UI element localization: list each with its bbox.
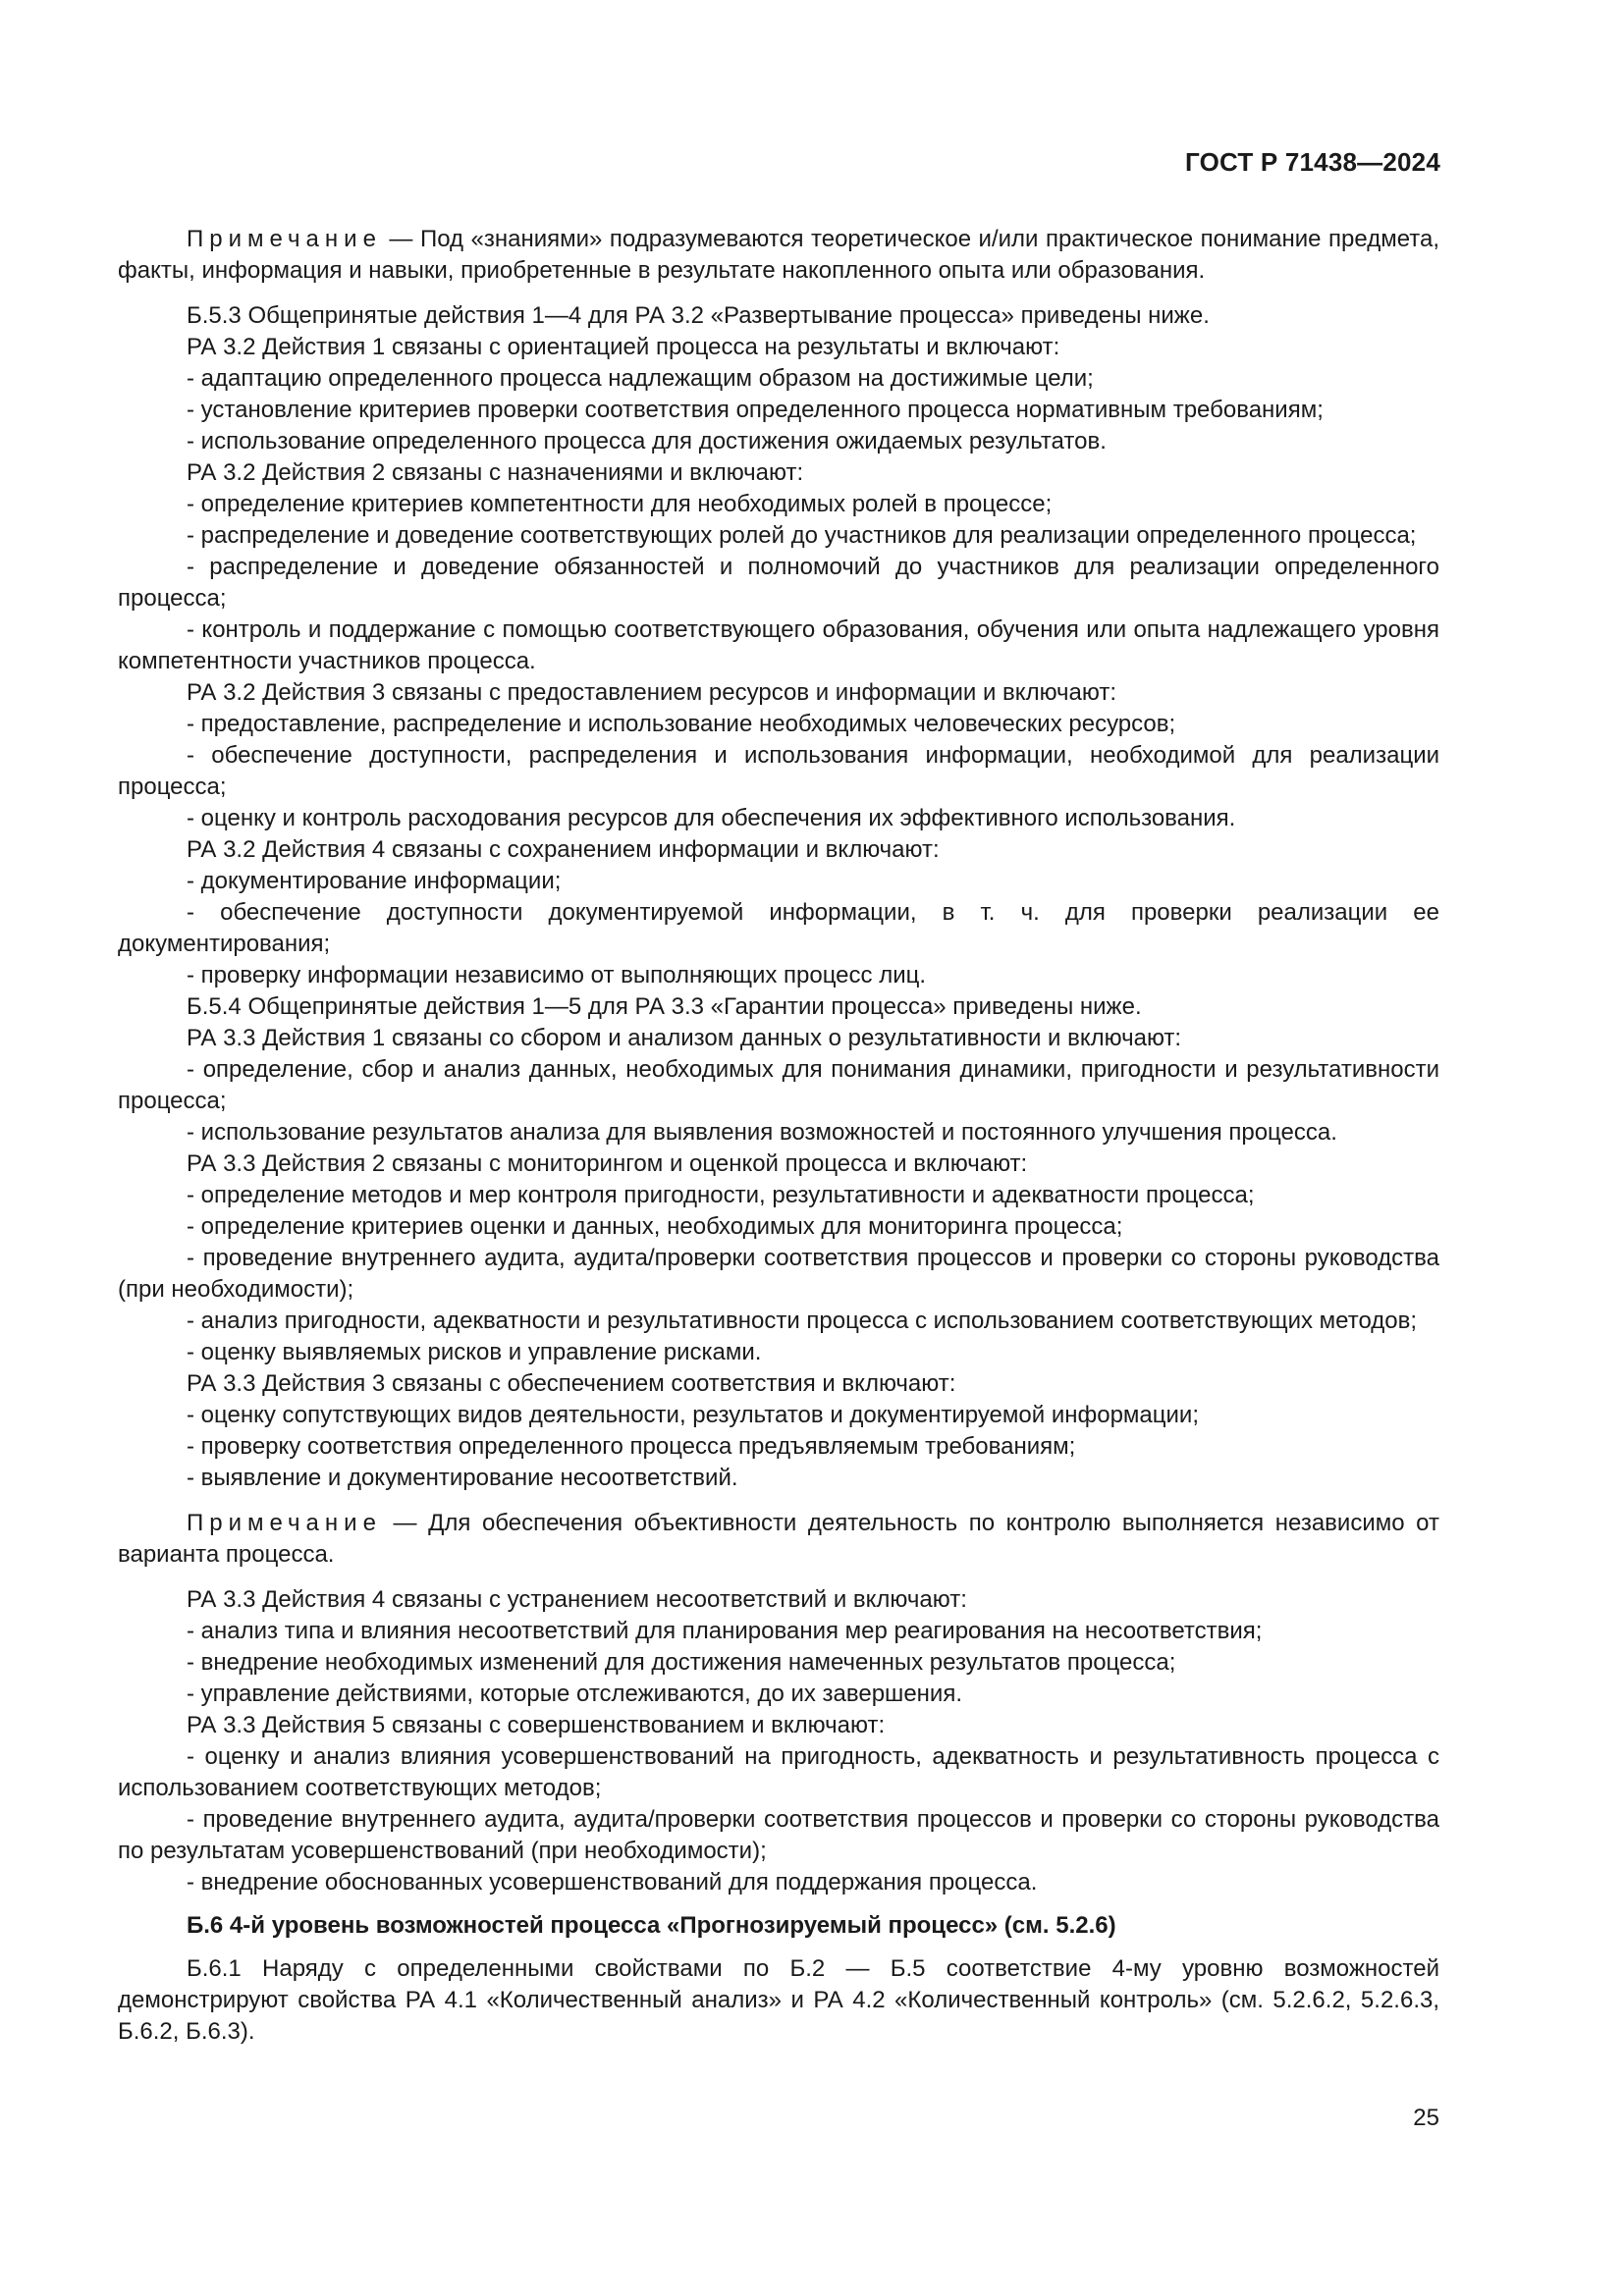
text-line: - обеспечение доступности, распределения и использования информации, необходимой для реализации процесса;: [118, 742, 1439, 800]
text-line: РА 3.3 Действия 3 связаны с обеспечением соответствия и включают:: [187, 1370, 956, 1397]
page-number: 25: [1413, 2105, 1439, 2131]
page-body: [118, 224, 1439, 2048]
text-line: Б.5.4 Общепринятые действия 1—5 для РА 3.3 «Гарантии процесса» приведены ниже.: [187, 993, 1142, 1020]
text-line: РА 3.2 Действия 2 связаны с назначениями и включают:: [187, 459, 804, 486]
text-line: - распределение и доведение обязанностей и полномочий до участников для реализации определенного процесса;: [118, 554, 1439, 612]
text-line: - оценку выявляемых рисков и управление рисками.: [187, 1339, 762, 1365]
text-line: Б.5.3 Общепринятые действия 1—4 для РА 3.2 «Развертывание процесса» приведены ниже.: [187, 302, 1210, 329]
note-text: — Для обеспечения объективности деятельность по контролю выполняется независимо от варианта процесса.: [118, 1510, 1439, 1568]
text-line: - адаптацию определенного процесса надлежащим образом на достижимые цели;: [187, 365, 1094, 392]
text-line: - установление критериев проверки соответствия определенного процесса нормативным требованиям;: [187, 397, 1324, 423]
text-line: - внедрение необходимых изменений для достижения намеченных результатов процесса;: [187, 1649, 1176, 1676]
note-label: Примечание: [187, 1510, 382, 1536]
final-paragraph: Б.6.1 Наряду с определенными свойствами по Б.2 — Б.5 соответствие 4-му уровню возможностей демонстрируют свойства РА 4.1 «Количественный анализ» и РА 4.2 «Количественный контроль» (см. 5.2.6.2, 5.2.6.3, Б.6.2, Б.6.3).: [118, 1955, 1439, 2045]
list-block-1: [118, 300, 1439, 1494]
document-code-header: ГОСТ Р 71438—2024: [1185, 147, 1440, 177]
text-line: - документирование информации;: [187, 868, 562, 894]
text-line: - оценку и анализ влияния усовершенствований на пригодность, адекватность и результативность процесса с использованием соответствующих методов;: [118, 1743, 1439, 1801]
text-line: - проведение внутреннего аудита, аудита/проверки соответствия процессов и проверки со стороны руководства (при необходимости);: [118, 1245, 1439, 1303]
text-line: - определение методов и мер контроля пригодности, результативности и адекватности процесса;: [187, 1182, 1255, 1208]
text-line: - использование определенного процесса для достижения ожидаемых результатов.: [187, 428, 1107, 454]
note-paragraph-2: [118, 1508, 1439, 1571]
text-line: РА 3.3 Действия 2 связаны с мониторингом и оценкой процесса и включают:: [187, 1150, 1028, 1177]
text-line: - использование результатов анализа для выявления возможностей и постоянного улучшения процесса.: [187, 1119, 1337, 1146]
text-line: - оценку и контроль расходования ресурсов для обеспечения их эффективного использования.: [187, 805, 1236, 831]
text-line: - анализ пригодности, адекватности и результативности процесса с использованием соответствующих методов;: [187, 1308, 1418, 1334]
text-line: - предоставление, распределение и использование необходимых человеческих ресурсов;: [187, 711, 1176, 737]
note-label: Примечание: [187, 226, 382, 252]
text-line: - проверку соответствия определенного процесса предъявляемым требованиям;: [187, 1433, 1076, 1460]
text-line: - определение, сбор и анализ данных, необходимых для понимания динамики, пригодности и результативности процесса;: [118, 1056, 1439, 1114]
text-line: - определение критериев оценки и данных, необходимых для мониторинга процесса;: [187, 1213, 1123, 1240]
text-line: РА 3.2 Действия 1 связаны с ориентацией процесса на результаты и включают:: [187, 334, 1060, 360]
text-line: - распределение и доведение соответствующих ролей до участников для реализации определенного процесса;: [187, 522, 1417, 549]
text-line: - проверку информации независимо от выполняющих процесс лиц.: [187, 962, 927, 988]
text-line: РА 3.3 Действия 5 связаны с совершенствованием и включают:: [187, 1712, 886, 1738]
text-line: РА 3.3 Действия 1 связаны со сбором и анализом данных о результативности и включают:: [187, 1025, 1182, 1051]
text-line: РА 3.2 Действия 3 связаны с предоставлением ресурсов и информации и включают:: [187, 679, 1117, 706]
note-text: — Под «знаниями» подразумеваются теоретическое и/или практическое понимание предмета, факты, информация и навыки, приобретенные в результате накопленного опыта или образования.: [118, 226, 1439, 284]
text-line: - проведение внутреннего аудита, аудита/проверки соответствия процессов и проверки со стороны руководства по результатам усовершенствований (при необходимости);: [118, 1806, 1439, 1864]
text-line: - оценку сопутствующих видов деятельности, результатов и документируемой информации;: [187, 1402, 1200, 1428]
text-line: - определение критериев компетентности для необходимых ролей в процессе;: [187, 491, 1053, 517]
text-line: - анализ типа и влияния несоответствий для планирования мер реагирования на несоответствия;: [187, 1618, 1263, 1644]
text-line: - внедрение обоснованных усовершенствований для поддержания процесса.: [187, 1869, 1038, 1896]
list-block-2: [118, 1584, 1439, 1898]
text-line: - управление действиями, которые отслеживаются, до их завершения.: [187, 1681, 962, 1707]
text-line: - обеспечение доступности документируемой информации, в т. ч. для проверки реализации ее документирования;: [118, 899, 1439, 957]
note-paragraph-1: [118, 224, 1439, 287]
text-line: - выявление и документирование несоответствий.: [187, 1465, 738, 1491]
text-line: РА 3.2 Действия 4 связаны с сохранением информации и включают:: [187, 836, 940, 863]
section-heading: Б.6 4-й уровень возможностей процесса «Прогнозируемый процесс» (см. 5.2.6): [187, 1912, 1116, 1939]
text-line: РА 3.3 Действия 4 связаны с устранением несоответствий и включают:: [187, 1586, 967, 1613]
text-line: - контроль и поддержание с помощью соответствующего образования, обучения или опыта надлежащего уровня компетентности участников процесса.: [118, 616, 1439, 674]
